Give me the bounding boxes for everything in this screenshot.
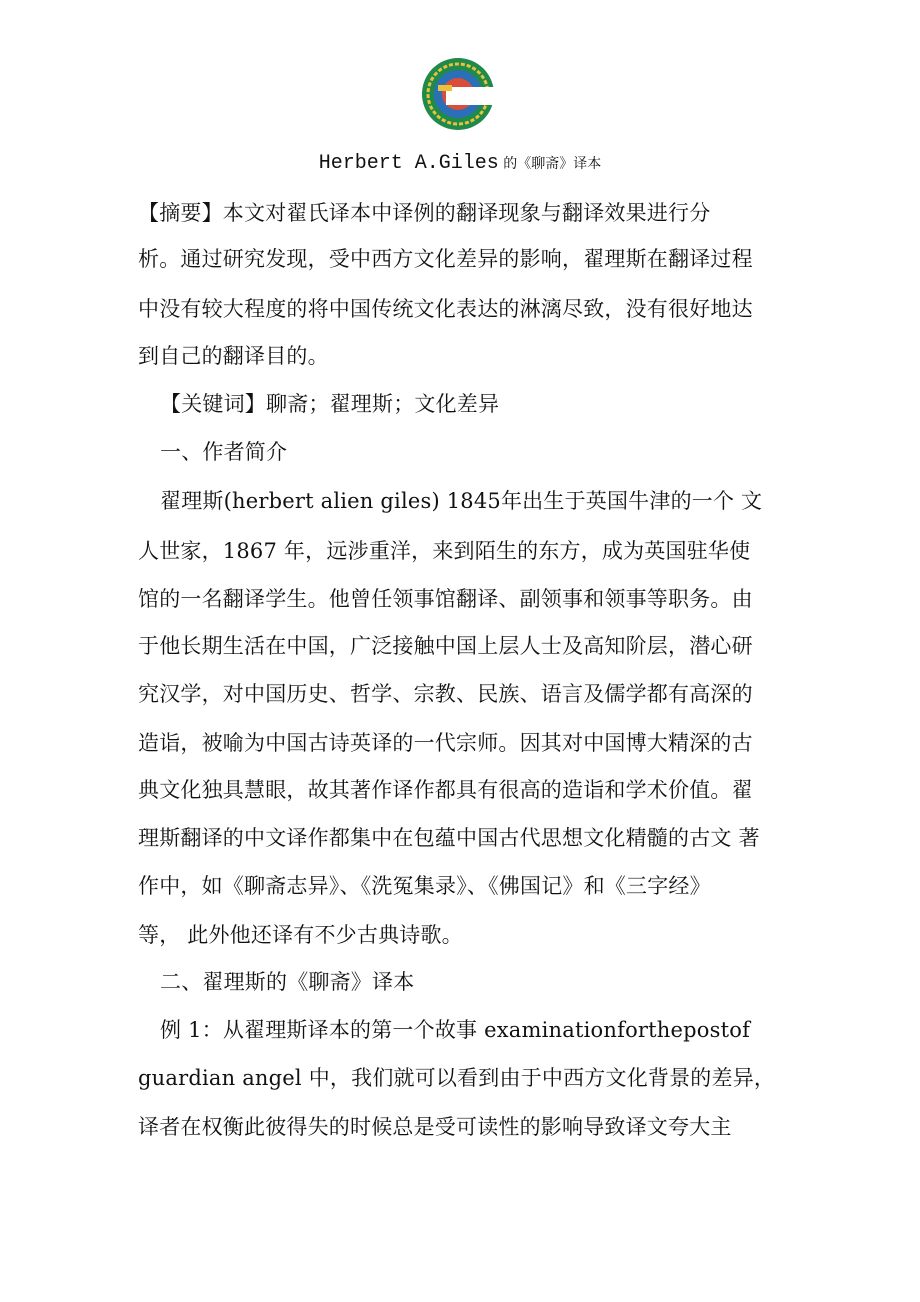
body-line-4: 于他长期生活在中国，广泛接触中国上层人士及高知阶层，潜心研 — [138, 634, 753, 658]
body-line-6: 造诣，被喻为中国古诗英译的一代宗师。因其对中国博大精深的古 — [138, 731, 753, 755]
body-line-8: 理斯翻译的中文译作都集中在包蕴中国古代思想文化精髓的古文 著 — [138, 826, 760, 850]
body-line-2: 人世家，1867 年，远涉重洋，来到陌生的东方，成为英国驻华使 — [138, 539, 751, 563]
body-line-10: 等， 此外他还译有不少古典诗歌。 — [138, 923, 463, 947]
section-heading-2: 二、翟理斯的《聊斋》译本 — [160, 970, 415, 994]
example-line-2: guardian angel 中，我们就可以看到由于中西方文化背景的差异， — [138, 1066, 776, 1090]
institution-logo — [420, 55, 500, 133]
body-line-9: 作中，如《聊斋志异》、《洗冤集录》、《佛国记》和《三字经》 — [138, 874, 711, 898]
abstract-line-1: 【摘要】本文对翟氏译本中译例的翻译现象与翻译效果进行分 — [138, 201, 711, 225]
section-heading-1: 一、作者简介 — [160, 440, 288, 464]
body-line-5: 究汉学，对中国历史、哲学、宗教、民族、语言及儒学都有高深的 — [138, 682, 753, 706]
body-line-3: 馆的一名翻译学生。他曾任领事馆翻译、副领事和领事等职务。由 — [138, 587, 753, 611]
example-line-1: 例 1：从翟理斯译本的第一个故事 examinationforthepostof — [160, 1018, 751, 1042]
document-title — [0, 150, 920, 178]
abstract-line-2: 析。通过研究发现，受中西方文化差异的影响，翟理斯在翻译过程 — [138, 247, 753, 271]
title-chinese: 的《聊斋》译本 — [498, 156, 602, 172]
example-line-3: 译者在权衡此彼得失的时候总是受可读性的影响导致译文夸大主 — [138, 1115, 732, 1139]
body-line-7: 典文化独具慧眼，故其著作译作都具有很高的造诣和学术价值。翟 — [138, 778, 753, 802]
abstract-line-4: 到自己的翻译目的。 — [138, 344, 329, 368]
body-line-1: 翟理斯(herbert alien giles) 1845年出生于英国牛津的一个 文 — [160, 489, 763, 513]
abstract-line-3: 中没有较大程度的将中国传统文化表达的淋漓尽致，没有很好地达 — [138, 297, 753, 321]
title-english: Herbert A.Giles — [318, 152, 499, 175]
keywords-line: 【关键词】聊斋；翟理斯；文化差异 — [160, 392, 500, 416]
